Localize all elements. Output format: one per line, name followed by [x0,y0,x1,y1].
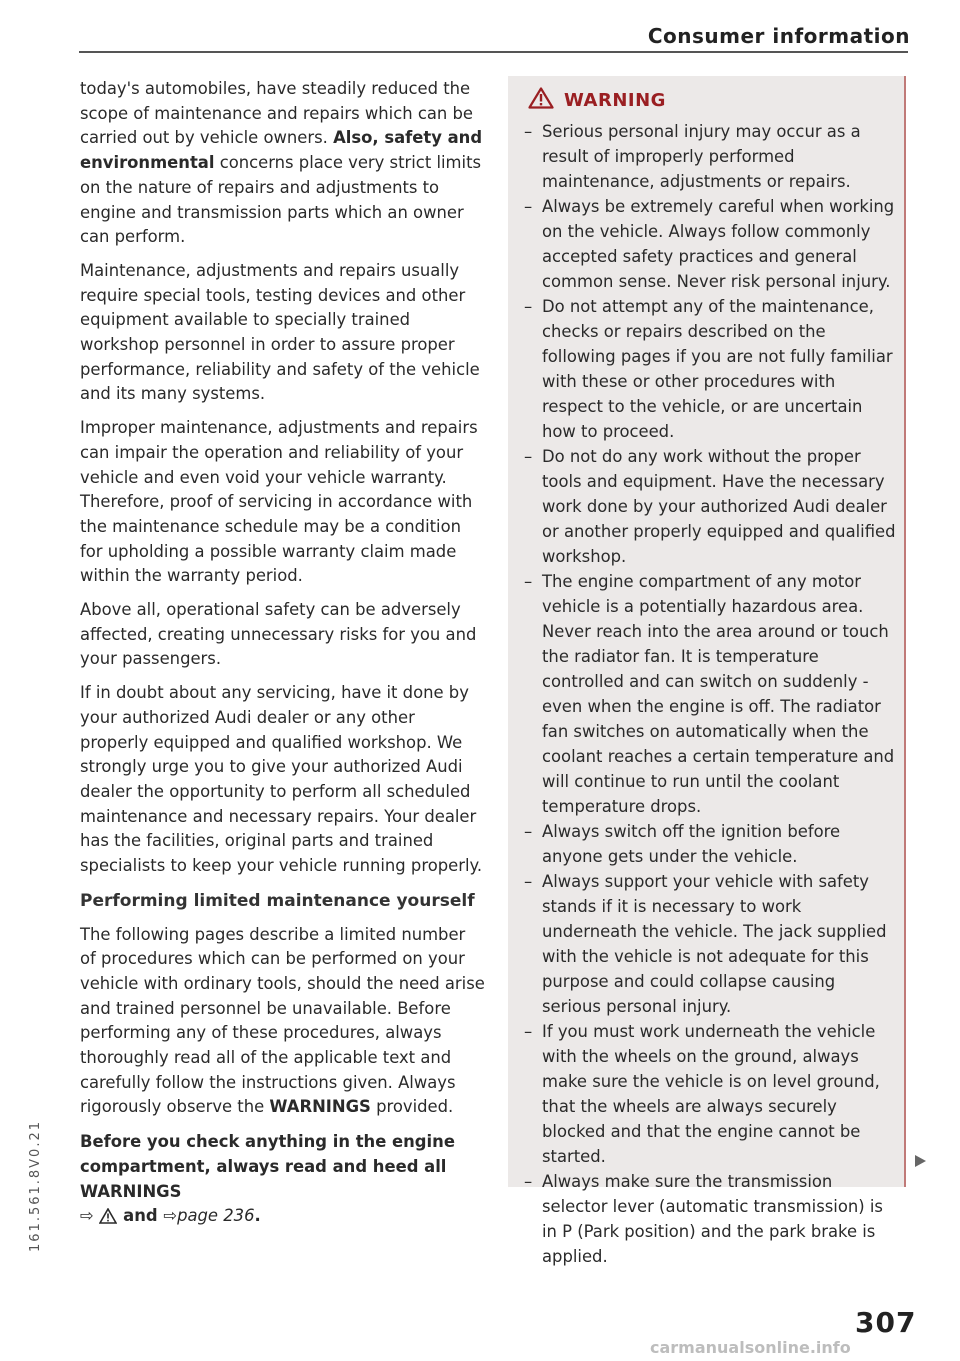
paragraph-6-text-a: The following pages describe a limited number of procedures which can be performed on your vehicle with ordinary tools, should the need arise and trained personnel be unavailable. Before performing any of these procedures, always thoroughly read all of the applicable text and carefully follow the instructions given. Always rigorously observe the [80,924,485,1117]
watermark: carmanualsonline.info [650,1338,851,1357]
warning-triangle-icon [528,87,554,113]
warning-item: – Always support your vehicle with safety stands if it is necessary to work underneath the vehicle. The jack supplied with the vehicle is not adequate for this purpose and could collapse causing serious personal injury. [524,869,896,1019]
reference-end: . [254,1206,261,1226]
left-column [80,77,486,1241]
paragraph-6-emphasis: WARNINGS [269,1097,371,1117]
paragraph-6-text-b: provided. [370,1097,454,1117]
warning-box [508,76,906,1266]
warning-item: – Always switch off the ignition before anyone gets under the vehicle. [524,819,896,869]
warning-triangle-icon[interactable] [99,1207,117,1232]
warning-list [524,119,896,1269]
warning-item: – The engine compartment of any motor vehicle is a potentially hazardous area. Never reach into the area around or touch the radiator fan. It is temperature controlled and can switch on suddenly - even when the engine is off. The radiator fan switches on automatically when the coolant reaches a certain temperature and will continue to run until the coolant temperature drops. [524,569,896,819]
warning-item: – Do not do any work without the proper tools and equipment. Have the necessary work done by your authorized Audi dealer or another properly equipped and qualified workshop. [524,444,896,569]
paragraph-1-emphasis: Also, safety and environmental [80,128,483,173]
warning-item: – Do not attempt any of the maintenance, checks or repairs described on the following pages if you are not fully familiar with these or other procedures with respect to the vehicle, or are uncertain how to proceed. [524,294,896,444]
paragraph-5: If in doubt about any servicing, have it done by your authorized Audi dealer or any other properly equipped and qualified workshop. We strongly urge you to give your authorized Audi dealer the opportunity to perform all scheduled maintenance and necessary repairs. Your dealer has the facilities, original parts and trained specialists to keep your vehicle running properly. [80,683,483,876]
paragraph-6 [80,923,486,1121]
warning-item: – Always be extremely careful when working on the vehicle. Always follow commonly accepted safety practices and general common sense. Never risk personal injury. [524,194,896,294]
engine-warning-note [80,1130,486,1232]
reference-and: and [117,1206,164,1226]
page-reference-arrow-icon: ⇨ [163,1206,178,1226]
paragraph-1-text-b: concerns place very strict limits on the nature of repairs and adjustments to engine and transmission parts which an owner can perform. [80,153,482,247]
warning-item: – If you must work underneath the vehicle with the wheels on the ground, always make sure the vehicle is on level ground, that the wheels are always securely blocked and that the engine cannot be started. [524,1019,896,1169]
header-divider [79,51,908,53]
warning-title: WARNING [564,89,666,111]
paragraph-2: Maintenance, adjustments and repairs usually require special tools, testing devices and other equipment available to specially trained workshop personnel in order to assure proper performance, reliability and safety of the vehicle and its many systems. [80,260,480,404]
continue-arrow-icon[interactable] [914,1153,928,1172]
paragraph-1 [80,77,486,250]
document-code: 161.561.8V0.21 [28,1120,43,1252]
paragraph-3: Improper maintenance, adjustments and repairs can impair the operation and reliability of your vehicle and even void your vehicle warranty. Therefore, proof of servicing in accordance with the maintenance schedule may be a condition for upholding a possible warranty claim made within the warranty period. [80,418,478,586]
section-title: Consumer information [647,24,910,48]
reference-arrow-icon: ⇨ [80,1206,94,1226]
section-heading: Performing limited maintenance yourself [80,890,475,911]
engine-warning-note-text: Before you check anything in the engine compartment, always read and heed all WARNINGS [80,1132,455,1201]
warning-item: – Always make sure the transmission selector lever (automatic transmission) is in P (Park position) and the park brake is applied. [524,1169,896,1269]
page-number: 307 [855,1306,917,1339]
warning-item: – Serious personal injury may occur as a result of improperly performed maintenance, adjustments or repairs. [524,119,896,194]
paragraph-4: Above all, operational safety can be adversely affected, creating unnecessary risks for you and your passengers. [80,600,477,669]
warning-header [528,86,666,114]
page-reference-link[interactable]: page 236 [177,1206,255,1226]
paragraph-1-text-a: today's automobiles, have steadily reduced the scope of maintenance and repairs which can be carried out by vehicle owners. [80,79,473,148]
